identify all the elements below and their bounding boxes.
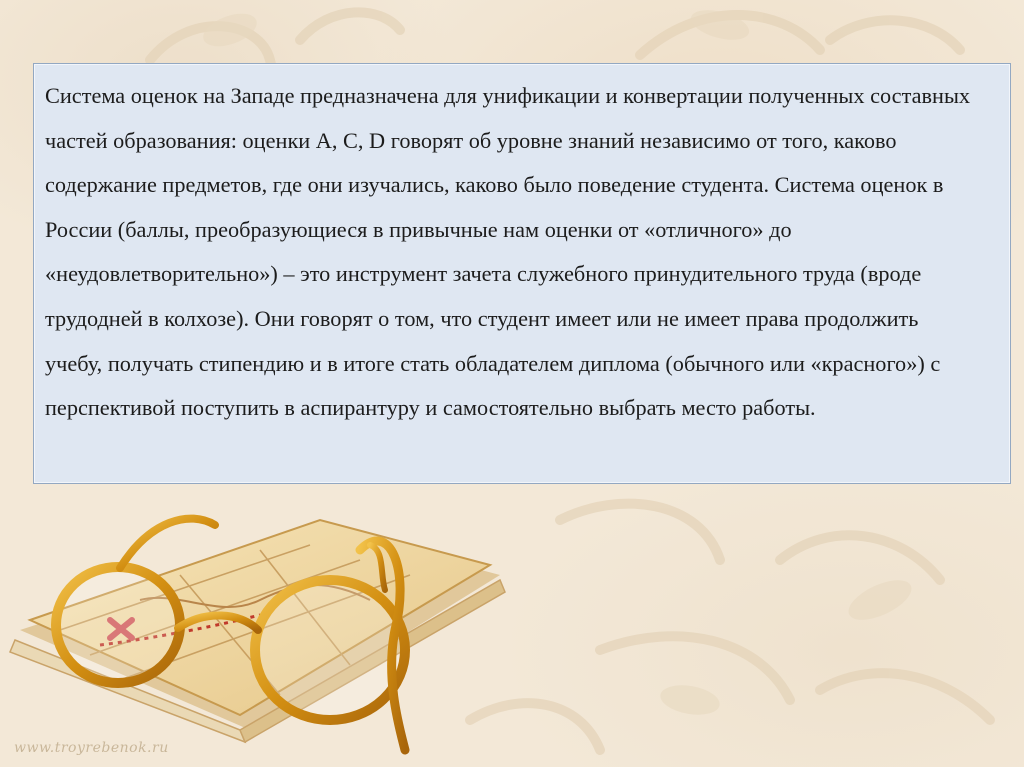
- body-paragraph: Система оценок на Западе предназначена для унификации и конвертации полученных составных частей образования: оценки А, С, D говорят об уровне знаний независимо от того, каково содержание предметов, где они изучались, каково было поведение студента. Система оценок в России (баллы, преобразующиеся в привычные нам оценки от «отличного» до «неудовлетворительно») – это инструмент зачета служебного принудительного труда (вроде трудодней в колхозе). Они говорят о том, что студент имеет или не имеет права продолжить учебу, получать стипендию и в итоге стать обладателем диплома (обычного или «красного») с перспективой поступить в аспирантуру и самостоятельно выбрать место работы.: [45, 83, 971, 421]
- watermark: www.troyrebenok.ru: [14, 740, 169, 756]
- map-with-glasses-icon: [0, 480, 520, 767]
- content-text-box: [33, 63, 1011, 484]
